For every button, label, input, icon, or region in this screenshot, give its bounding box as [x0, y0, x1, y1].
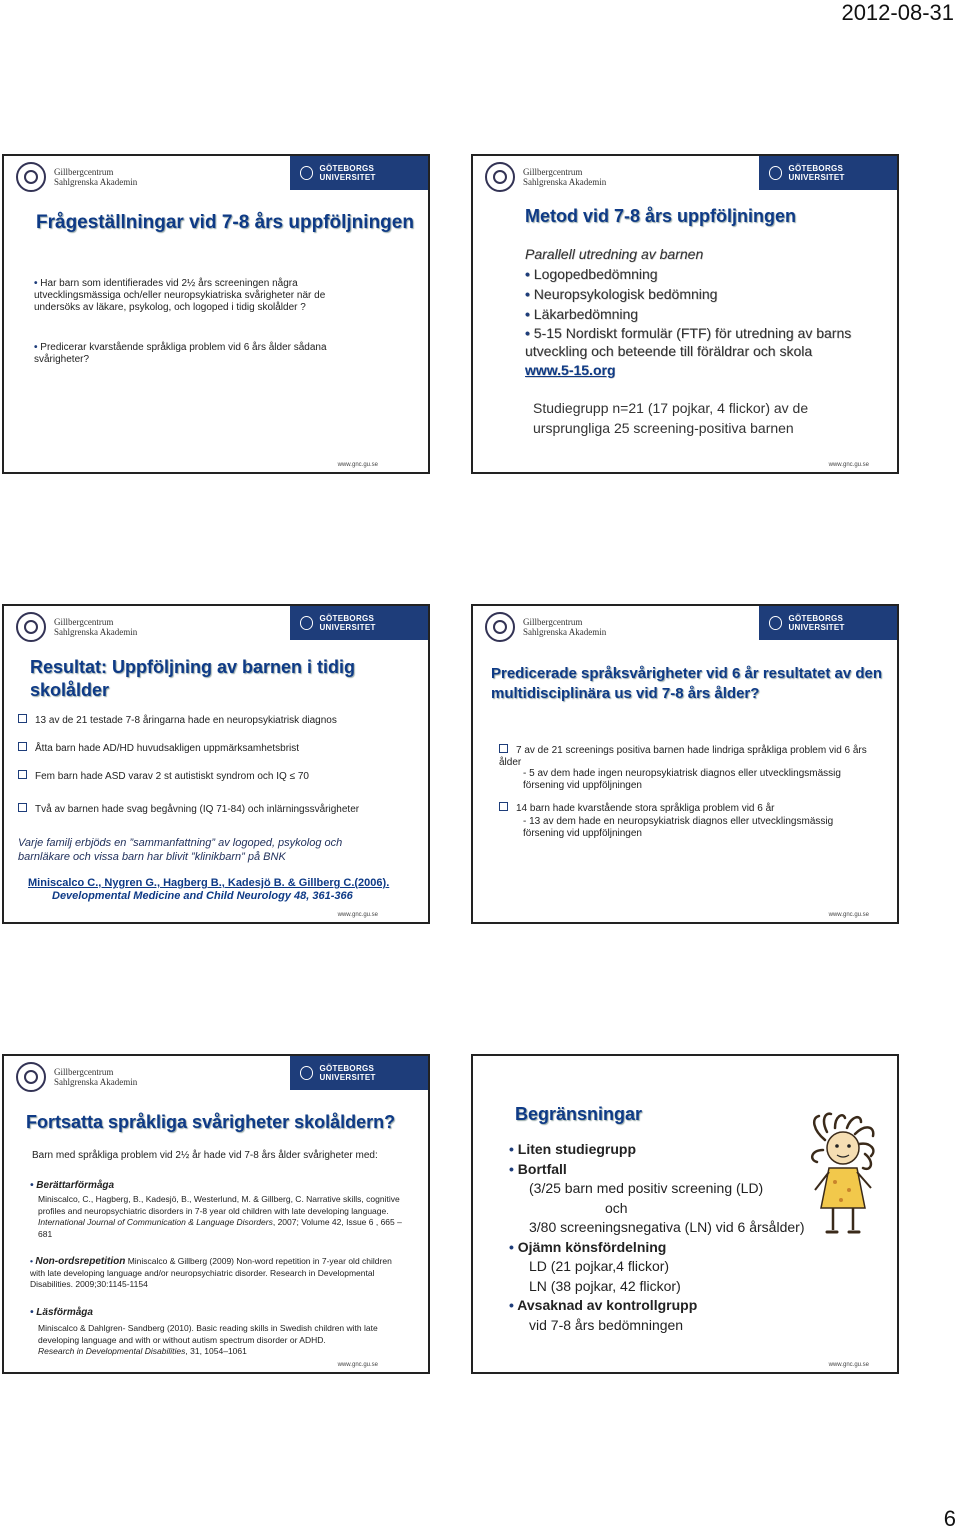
gu-logo: GÖTEBORGS UNIVERSITET	[290, 156, 428, 190]
footer-url: www.gnc.gu.se	[828, 462, 869, 468]
gc-logo: Gillbergcentrum Sahlgrenska Akademin	[16, 1062, 137, 1092]
slide-1	[2, 154, 430, 474]
slide-title: Metod vid 7-8 års uppföljningen	[525, 206, 797, 226]
footer-url: www.gnc.gu.se	[828, 912, 869, 918]
skill-heading: • Läsförmåga	[30, 1307, 93, 1319]
gc-logo: Gillbergcentrum Sahlgrenska Akademin	[485, 612, 606, 642]
limitations-list: • Liten studiegrupp • Bortfall (3/25 barn med positiv screening (LD) och 3/80 screeningsnegativa (LN) vid 6 årsålder) • Ojämn könsfördelning LD (21 pojkar,4 flickor) LN (38 pojkar, 42 flickor) • Avsaknad av kontrollgrupp vid 7-8 års bedömningen	[509, 1140, 804, 1335]
family-note: Varje familj erbjöds en ”sammanfattning” av logoped, psykolog och barnläkare och vissa barn har blivit ”klinikbarn” på BNK	[18, 837, 343, 863]
reference: Miniscalco & Dahlgren- Sandberg (2010). Basic reading skills in Swedish children with late developing language and with or without autism spectrum disorder or ADHD. Research in Developmental Disabilities, 31, 1054–1061	[38, 1323, 378, 1356]
study-group: Studiegrupp n=21 (17 pojkar, 4 flickor) av de ursprungliga 25 screening-positiva barnen	[533, 400, 809, 436]
method-list: Parallell utredning av barnen • Logopedbedömning • Neuropsykologisk bedömning • Läkarbedömning • 5-15 Nordiskt formulär (FTF) för utredning av barns utveckling och beteende till föräldrar och skola www.5-15.org	[525, 244, 885, 380]
slide-title: Fortsatta språkliga svårigheter skolåldern?	[26, 1112, 396, 1132]
gu-logo: GÖTEBORGS UNIVERSITET	[290, 606, 428, 640]
crest-icon	[16, 1062, 46, 1092]
link-5-15[interactable]: www.5-15.org	[525, 362, 616, 378]
gu-logo: GÖTEBORGS UNIVERSITET	[759, 606, 897, 640]
result-item: 13 av de 21 testade 7-8 åringarna hade en neuropsykiatrisk diagnos	[18, 714, 337, 727]
gu-crest-icon	[300, 1066, 313, 1080]
reference: Miniscalco, C., Hagberg, B., Kadesjö, B., Westerlund, M. & Gillberg, C. Narrative skills, cognitive profiles and neuropsychiatric disorders in 7-8 year old children with late developing language. International Journal of Communication & Language Disorders, 2007; Volume 42, Issue 6 , 665 – 681	[38, 1194, 402, 1239]
prediction-item: 14 barn hade kvarstående stora språkliga problem vid 6 år	[499, 802, 879, 815]
gc-logo: Gillbergcentrum Sahlgrenska Akademin	[485, 162, 606, 192]
slide-title: Predicerade språksvårigheter vid 6 år resultatet av den multidisciplinära us vid 7-8 års ålder?	[491, 665, 883, 702]
gu-crest-icon	[769, 166, 782, 180]
footer-url: www.gnc.gu.se	[828, 1362, 869, 1368]
slide-5	[2, 1054, 430, 1374]
crest-icon	[485, 612, 515, 642]
skill-heading: • Berättarförmåga	[30, 1180, 114, 1192]
crest-icon	[16, 162, 46, 192]
slide-title: Begränsningar	[515, 1104, 643, 1124]
reference-journal: Developmental Medicine and Child Neurology 48, 361-366	[52, 890, 353, 902]
crest-icon	[16, 612, 46, 642]
page-number: 6	[943, 1506, 956, 1531]
footer-url: www.gnc.gu.se	[337, 1362, 378, 1368]
footer-url: www.gnc.gu.se	[337, 462, 378, 468]
bullet: • Predicerar kvarstående språkliga problem vid 6 års ålder sådana svårigheter?	[34, 342, 364, 366]
slide-title: Frågeställningar vid 7-8 års uppföljningen	[36, 212, 414, 233]
footer-url: www.gnc.gu.se	[337, 912, 378, 918]
slide-4	[471, 604, 899, 924]
girl-illustration	[805, 1110, 883, 1238]
result-item: Två av barnen hade svag begåvning (IQ 71-84) och inlärningssvårigheter	[18, 803, 359, 816]
gu-crest-icon	[300, 616, 313, 630]
gu-logo: GÖTEBORGS UNIVERSITET	[759, 156, 897, 190]
reference-authors: Miniscalco C., Nygren G., Hagberg B., Kadesjö B. & Gillberg C.(2006).	[28, 877, 390, 889]
gu-logo: GÖTEBORGS UNIVERSITET	[290, 1056, 428, 1090]
slide-3	[2, 604, 430, 924]
slide-6	[471, 1054, 899, 1374]
result-item: Fem barn hade ASD varav 2 st autistiskt syndrom och IQ ≤ 70	[18, 770, 309, 783]
crest-icon	[485, 162, 515, 192]
result-item: Åtta barn hade AD/HD huvudsakligen uppmärksamhetsbrist	[18, 742, 299, 755]
prediction-subitem: - 5 av dem hade ingen neuropsykiatrisk diagnos eller utvecklingsmässig försening vid uppföljningen	[523, 768, 841, 791]
slide-title: Resultat: Uppföljning av barnen i tidig skolålder	[30, 657, 356, 700]
prediction-item: 7 av de 21 screenings positiva barnen hade lindriga språkliga problem vid 6 års ålder	[499, 744, 879, 769]
prediction-subitem: - 13 av dem hade en neuropsykiatrisk diagnos eller utvecklingsmässig försening vid uppföljningen	[523, 816, 834, 839]
gc-logo: Gillbergcentrum Sahlgrenska Akademin	[16, 162, 137, 192]
gc-logo: Gillbergcentrum Sahlgrenska Akademin	[16, 612, 137, 642]
gu-crest-icon	[300, 166, 313, 180]
slide-2	[471, 154, 899, 474]
bullet: • Har barn som identifierades vid 2½ års screeningen några utvecklingsmässiga och/eller neuropsykiatriska svårigheter när de undersöks av läkare, psykolog, och logoped i tidig skolålder ?	[34, 278, 374, 314]
gu-crest-icon	[769, 616, 782, 630]
intro-text: Barn med språkliga problem vid 2½ år hade vid 7-8 års ålder svårigheter med:	[32, 1150, 378, 1161]
page-date: 2012-08-31	[841, 0, 954, 25]
reference: • Non-ordsrepetition Miniscalco & Gillberg (2009) Non-word repetition in 7-year old children with late developing language and/or neuropsychiatric disorder. Research in Developmental Disabilities. 2009;30:1145-1154	[30, 1256, 406, 1291]
